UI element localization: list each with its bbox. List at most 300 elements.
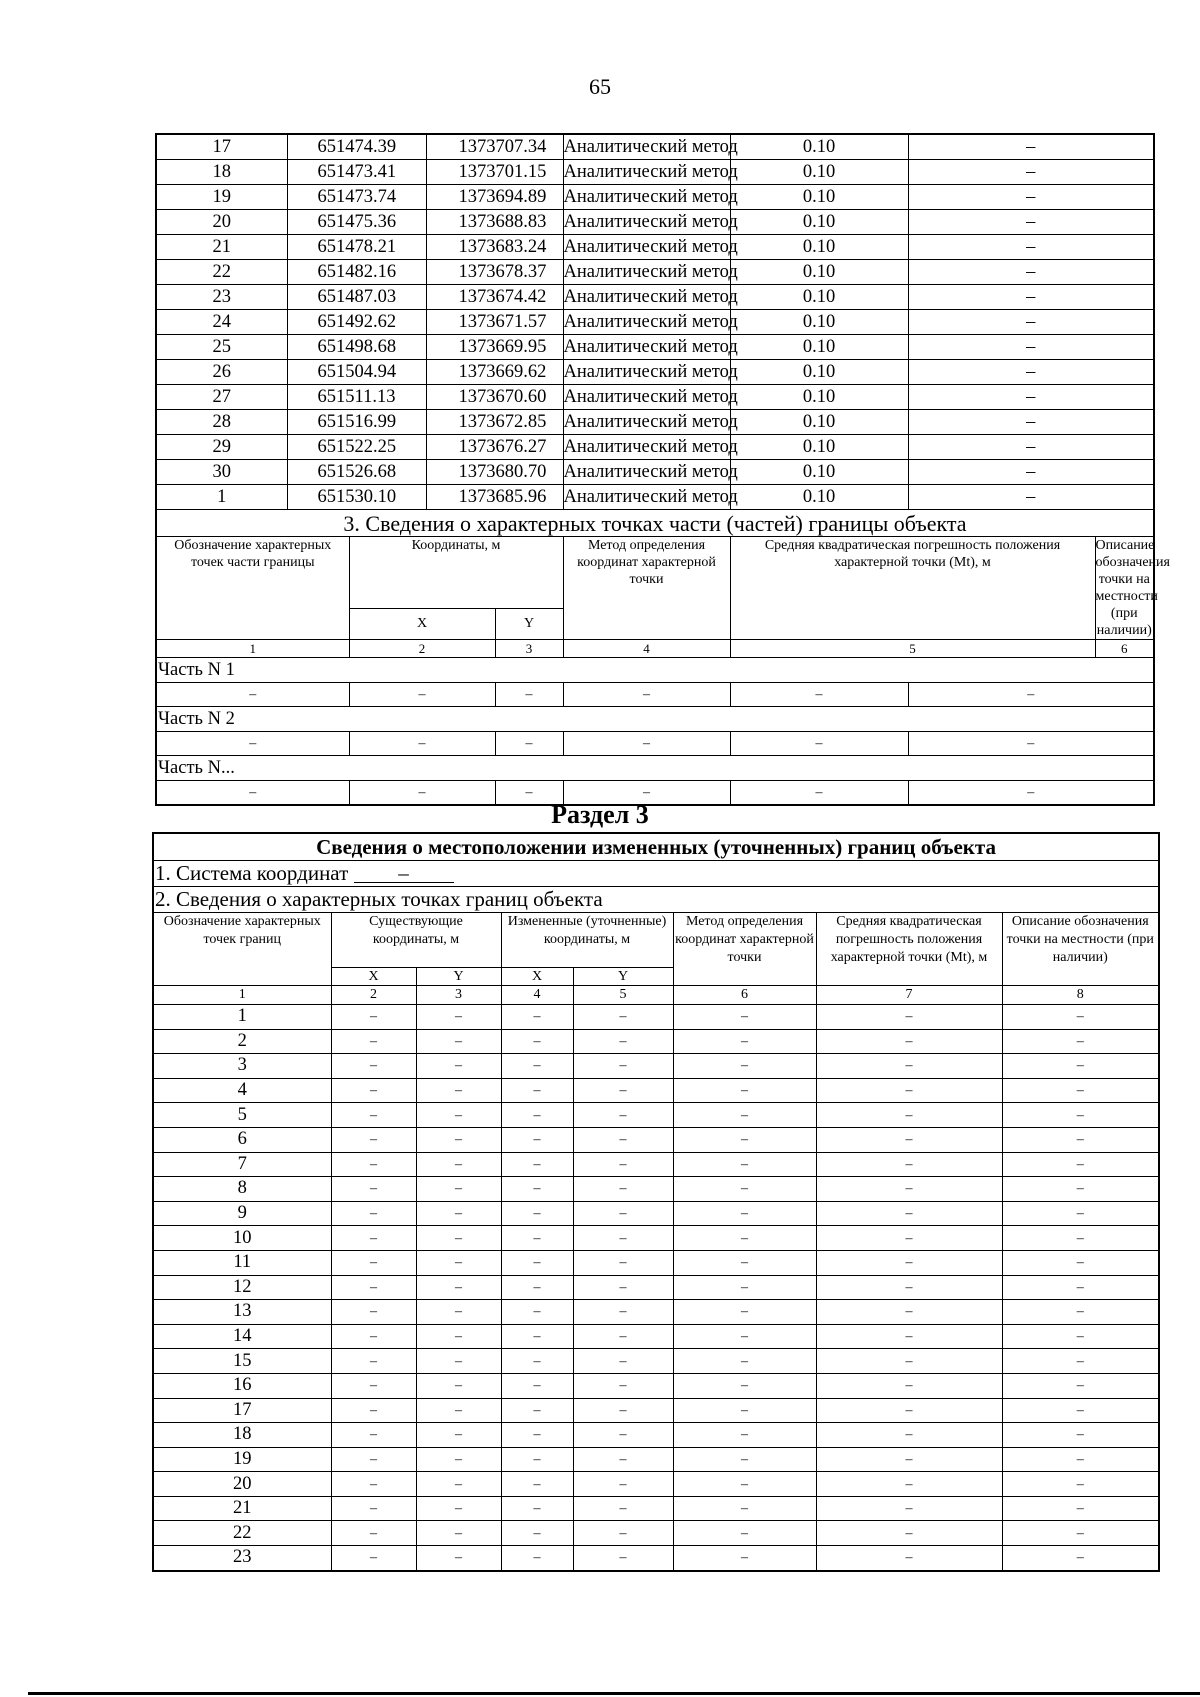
table-row bbox=[153, 1423, 1159, 1448]
empty-cell: – bbox=[501, 1029, 573, 1054]
empty-cell: – bbox=[416, 1324, 501, 1349]
table-row bbox=[153, 1250, 1159, 1275]
column-number: 4 bbox=[501, 986, 573, 1005]
empty-cell: – bbox=[573, 1300, 673, 1325]
empty-cell: – bbox=[501, 1127, 573, 1152]
accuracy: 0.10 bbox=[730, 310, 908, 335]
coord-x: 651504.94 bbox=[287, 360, 426, 385]
table-row bbox=[153, 1054, 1159, 1079]
empty-cell: – bbox=[416, 1423, 501, 1448]
empty-cell: – bbox=[331, 1152, 416, 1177]
column-number: 6 bbox=[1095, 640, 1154, 658]
coord-x: 651492.62 bbox=[287, 310, 426, 335]
point-number: 1 bbox=[156, 485, 287, 510]
point-number: 3 bbox=[153, 1054, 331, 1079]
table-row bbox=[153, 1103, 1159, 1128]
table-row bbox=[156, 460, 1154, 485]
method: Аналитический метод bbox=[563, 160, 730, 185]
empty-cell: – bbox=[501, 1324, 573, 1349]
method: Аналитический метод bbox=[563, 435, 730, 460]
empty-cell: – bbox=[816, 1496, 1002, 1521]
empty-cell: – bbox=[673, 1496, 816, 1521]
point-number: 15 bbox=[153, 1349, 331, 1374]
table-row bbox=[153, 1373, 1159, 1398]
empty-cell: – bbox=[673, 1250, 816, 1275]
coord-x: 651498.68 bbox=[287, 335, 426, 360]
coord-x: 651473.41 bbox=[287, 160, 426, 185]
empty-cell: – bbox=[573, 1177, 673, 1202]
point-number: 8 bbox=[153, 1177, 331, 1202]
empty-cell: – bbox=[416, 1127, 501, 1152]
method: Аналитический метод bbox=[563, 360, 730, 385]
empty-cell: – bbox=[730, 781, 908, 806]
table-row bbox=[156, 410, 1154, 435]
empty-cell: – bbox=[495, 732, 563, 756]
coord-y: 1373674.42 bbox=[426, 285, 563, 310]
empty-cell: – bbox=[573, 1226, 673, 1251]
empty-cell: – bbox=[501, 1398, 573, 1423]
empty-cell: – bbox=[501, 1152, 573, 1177]
coord-system-value: – bbox=[354, 864, 454, 883]
empty-cell: – bbox=[673, 1423, 816, 1448]
empty-cell: – bbox=[349, 781, 495, 806]
table-title: Сведения о местоположении измененных (уточненных) границ объекта bbox=[153, 833, 1159, 861]
empty-cell: – bbox=[573, 1005, 673, 1030]
part-label: Часть N 2 bbox=[156, 707, 1154, 732]
point-number: 21 bbox=[156, 235, 287, 260]
empty-cell: – bbox=[331, 1078, 416, 1103]
coord-y: 1373688.83 bbox=[426, 210, 563, 235]
part-label: Часть N 1 bbox=[156, 658, 1154, 683]
page-number: 65 bbox=[589, 74, 611, 99]
column-number: 6 bbox=[673, 986, 816, 1005]
empty-cell: – bbox=[331, 1521, 416, 1546]
header-x: X bbox=[501, 968, 573, 986]
empty-cell: – bbox=[156, 683, 349, 707]
table-row bbox=[153, 1078, 1159, 1103]
table-row bbox=[156, 210, 1154, 235]
point-number: 17 bbox=[153, 1398, 331, 1423]
empty-cell: – bbox=[673, 1054, 816, 1079]
point-number: 23 bbox=[153, 1546, 331, 1571]
point-number: 19 bbox=[156, 185, 287, 210]
empty-cell: – bbox=[331, 1005, 416, 1030]
empty-cell: – bbox=[730, 732, 908, 756]
description: – bbox=[908, 310, 1154, 335]
table-row bbox=[153, 1152, 1159, 1177]
coord-y: 1373669.62 bbox=[426, 360, 563, 385]
empty-cell: – bbox=[573, 1496, 673, 1521]
empty-cell: – bbox=[1002, 1275, 1159, 1300]
empty-cell: – bbox=[673, 1324, 816, 1349]
empty-cell: – bbox=[501, 1201, 573, 1226]
empty-cell: – bbox=[501, 1054, 573, 1079]
empty-cell: – bbox=[573, 1447, 673, 1472]
empty-cell: – bbox=[1002, 1546, 1159, 1571]
description: – bbox=[908, 435, 1154, 460]
empty-cell: – bbox=[349, 732, 495, 756]
empty-cell: – bbox=[816, 1300, 1002, 1325]
table-row bbox=[153, 1177, 1159, 1202]
empty-cell: – bbox=[1002, 1398, 1159, 1423]
point-number: 17 bbox=[156, 134, 287, 160]
empty-cell: – bbox=[673, 1177, 816, 1202]
coord-x: 651522.25 bbox=[287, 435, 426, 460]
empty-cell: – bbox=[673, 1103, 816, 1128]
point-number: 22 bbox=[156, 260, 287, 285]
accuracy: 0.10 bbox=[730, 235, 908, 260]
empty-cell: – bbox=[673, 1005, 816, 1030]
empty-cell: – bbox=[1002, 1054, 1159, 1079]
column-number: 7 bbox=[816, 986, 1002, 1005]
empty-cell: – bbox=[673, 1152, 816, 1177]
table-row bbox=[153, 1226, 1159, 1251]
empty-cell: – bbox=[331, 1029, 416, 1054]
table-row bbox=[153, 1201, 1159, 1226]
table-row bbox=[153, 1447, 1159, 1472]
column-number: 5 bbox=[573, 986, 673, 1005]
accuracy: 0.10 bbox=[730, 260, 908, 285]
empty-cell: – bbox=[816, 1423, 1002, 1448]
empty-cell: – bbox=[573, 1103, 673, 1128]
empty-cell: – bbox=[1002, 1300, 1159, 1325]
empty-cell: – bbox=[1002, 1447, 1159, 1472]
accuracy: 0.10 bbox=[730, 335, 908, 360]
empty-cell: – bbox=[563, 781, 730, 806]
accuracy: 0.10 bbox=[730, 285, 908, 310]
empty-cell: – bbox=[816, 1349, 1002, 1374]
empty-cell: – bbox=[331, 1054, 416, 1079]
coord-system bbox=[153, 861, 1159, 887]
empty-cell: – bbox=[908, 732, 1154, 756]
empty-cell: – bbox=[816, 1447, 1002, 1472]
description: – bbox=[908, 385, 1154, 410]
empty-cell: – bbox=[416, 1546, 501, 1571]
coord-y: 1373669.95 bbox=[426, 335, 563, 360]
accuracy: 0.10 bbox=[730, 435, 908, 460]
method: Аналитический метод bbox=[563, 235, 730, 260]
accuracy: 0.10 bbox=[730, 210, 908, 235]
point-number: 22 bbox=[153, 1521, 331, 1546]
points-title-row bbox=[153, 887, 1159, 913]
empty-cell: – bbox=[331, 1300, 416, 1325]
empty-cell: – bbox=[673, 1546, 816, 1571]
column-number: 1 bbox=[153, 986, 331, 1005]
point-number: 23 bbox=[156, 285, 287, 310]
empty-cell: – bbox=[673, 1521, 816, 1546]
empty-cell: – bbox=[573, 1373, 673, 1398]
empty-cell: – bbox=[331, 1398, 416, 1423]
coord-y: 1373680.70 bbox=[426, 460, 563, 485]
empty-cell: – bbox=[1002, 1423, 1159, 1448]
coord-system-label: 1. Система координат bbox=[155, 861, 349, 885]
empty-cell: – bbox=[1002, 1496, 1159, 1521]
empty-cell: – bbox=[416, 1521, 501, 1546]
point-number: 11 bbox=[153, 1250, 331, 1275]
empty-cell: – bbox=[573, 1201, 673, 1226]
header-description: Описание обозначения точки на местности (при наличии) bbox=[1002, 913, 1159, 986]
empty-cell: – bbox=[573, 1029, 673, 1054]
column-number: 2 bbox=[349, 640, 495, 658]
point-number: 26 bbox=[156, 360, 287, 385]
empty-cell: – bbox=[416, 1250, 501, 1275]
empty-cell: – bbox=[416, 1349, 501, 1374]
empty-cell: – bbox=[156, 732, 349, 756]
empty-cell: – bbox=[673, 1300, 816, 1325]
empty-cell: – bbox=[816, 1275, 1002, 1300]
description: – bbox=[908, 134, 1154, 160]
empty-cell: – bbox=[501, 1250, 573, 1275]
empty-cell: – bbox=[331, 1250, 416, 1275]
empty-cell: – bbox=[816, 1226, 1002, 1251]
accuracy: 0.10 bbox=[730, 134, 908, 160]
table-row bbox=[153, 1546, 1159, 1571]
empty-cell: – bbox=[501, 1103, 573, 1128]
coord-y: 1373678.37 bbox=[426, 260, 563, 285]
empty-cell: – bbox=[816, 1054, 1002, 1079]
empty-cell: – bbox=[331, 1349, 416, 1374]
empty-cell: – bbox=[349, 683, 495, 707]
header-changed: Измененные (уточненные) координаты, м bbox=[501, 913, 673, 968]
empty-cell: – bbox=[416, 1447, 501, 1472]
empty-cell: – bbox=[501, 1349, 573, 1374]
header-accuracy: Средняя квадратическая погрешность положения характерной точки (Mt), м bbox=[816, 913, 1002, 986]
empty-cell: – bbox=[673, 1447, 816, 1472]
empty-cell: – bbox=[573, 1398, 673, 1423]
point-number: 27 bbox=[156, 385, 287, 410]
empty-cell: – bbox=[331, 1546, 416, 1571]
empty-cell: – bbox=[1002, 1373, 1159, 1398]
empty-cell: – bbox=[1002, 1127, 1159, 1152]
empty-cell: – bbox=[1002, 1521, 1159, 1546]
empty-cell: – bbox=[416, 1300, 501, 1325]
column-numbers-row bbox=[156, 640, 1154, 658]
empty-cell: – bbox=[331, 1423, 416, 1448]
empty-cell: – bbox=[1002, 1201, 1159, 1226]
header-method: Метод определения координат характерной точки bbox=[673, 913, 816, 986]
part-label-row bbox=[156, 658, 1154, 683]
table-row bbox=[153, 1275, 1159, 1300]
empty-cell: – bbox=[573, 1324, 673, 1349]
empty-cell: – bbox=[416, 1029, 501, 1054]
empty-cell: – bbox=[416, 1373, 501, 1398]
empty-cell: – bbox=[673, 1275, 816, 1300]
table-row bbox=[156, 285, 1154, 310]
method: Аналитический метод bbox=[563, 310, 730, 335]
header-existing: Существующие координаты, м bbox=[331, 913, 501, 968]
empty-cell: – bbox=[501, 1546, 573, 1571]
coord-y: 1373707.34 bbox=[426, 134, 563, 160]
header-coords: Координаты, м bbox=[349, 537, 563, 609]
empty-cell: – bbox=[816, 1005, 1002, 1030]
empty-cell: – bbox=[501, 1226, 573, 1251]
column-number: 3 bbox=[416, 986, 501, 1005]
method: Аналитический метод bbox=[563, 260, 730, 285]
empty-cell: – bbox=[331, 1275, 416, 1300]
point-number: 20 bbox=[156, 210, 287, 235]
section3-title-row bbox=[156, 510, 1154, 537]
point-number: 21 bbox=[153, 1496, 331, 1521]
table-row bbox=[156, 160, 1154, 185]
header-x: X bbox=[349, 608, 495, 639]
part-label-row bbox=[156, 707, 1154, 732]
empty-cell: – bbox=[816, 1152, 1002, 1177]
empty-cell: – bbox=[573, 1546, 673, 1571]
description: – bbox=[908, 485, 1154, 510]
table-row bbox=[153, 1029, 1159, 1054]
method: Аналитический метод bbox=[563, 485, 730, 510]
empty-cell: – bbox=[573, 1349, 673, 1374]
points-title: 2. Сведения о характерных точках границ объекта bbox=[153, 887, 1159, 913]
empty-cell: – bbox=[416, 1078, 501, 1103]
empty-cell: – bbox=[573, 1152, 673, 1177]
empty-cell: – bbox=[673, 1127, 816, 1152]
coord-y: 1373671.57 bbox=[426, 310, 563, 335]
boundary-points-table bbox=[155, 133, 1170, 806]
bottom-rule bbox=[28, 1692, 1200, 1695]
empty-cell: – bbox=[416, 1496, 501, 1521]
accuracy: 0.10 bbox=[730, 410, 908, 435]
empty-cell: – bbox=[673, 1078, 816, 1103]
accuracy: 0.10 bbox=[730, 360, 908, 385]
column-number: 2 bbox=[331, 986, 416, 1005]
empty-cell: – bbox=[816, 1029, 1002, 1054]
coord-x: 651474.39 bbox=[287, 134, 426, 160]
empty-cell: – bbox=[331, 1177, 416, 1202]
part-label: Часть N... bbox=[156, 756, 1154, 781]
header-y: Y bbox=[573, 968, 673, 986]
description: – bbox=[908, 160, 1154, 185]
point-number: 28 bbox=[156, 410, 287, 435]
header-designation: Обозначение характерных точек части границы bbox=[156, 537, 349, 640]
table-row bbox=[156, 335, 1154, 360]
table-row bbox=[156, 385, 1154, 410]
coord-x: 651530.10 bbox=[287, 485, 426, 510]
point-number: 2 bbox=[153, 1029, 331, 1054]
empty-cell: – bbox=[816, 1127, 1002, 1152]
empty-cell: – bbox=[816, 1324, 1002, 1349]
empty-cell: – bbox=[501, 1300, 573, 1325]
empty-cell: – bbox=[816, 1103, 1002, 1128]
empty-cell: – bbox=[501, 1447, 573, 1472]
coord-system-row bbox=[153, 861, 1159, 887]
empty-cell: – bbox=[573, 1275, 673, 1300]
empty-cell: – bbox=[416, 1275, 501, 1300]
column-number: 3 bbox=[495, 640, 563, 658]
empty-cell: – bbox=[673, 1398, 816, 1423]
empty-cell: – bbox=[673, 1472, 816, 1497]
table-row bbox=[153, 1472, 1159, 1497]
coord-x: 651473.74 bbox=[287, 185, 426, 210]
empty-cell: – bbox=[501, 1078, 573, 1103]
point-number: 30 bbox=[156, 460, 287, 485]
accuracy: 0.10 bbox=[730, 160, 908, 185]
empty-cell: – bbox=[1002, 1005, 1159, 1030]
empty-cell: – bbox=[816, 1398, 1002, 1423]
header-x: X bbox=[331, 968, 416, 986]
header-method: Метод определения координат характерной точки bbox=[563, 537, 730, 640]
table-title-row bbox=[153, 833, 1159, 861]
coord-x: 651482.16 bbox=[287, 260, 426, 285]
empty-cell: – bbox=[416, 1103, 501, 1128]
header-y: Y bbox=[495, 608, 563, 639]
method: Аналитический метод bbox=[563, 335, 730, 360]
header-accuracy: Средняя квадратическая погрешность положения характерной точки (Mt), м bbox=[730, 537, 1095, 640]
empty-cell: – bbox=[816, 1373, 1002, 1398]
column-numbers-row bbox=[153, 986, 1159, 1005]
empty-cell: – bbox=[673, 1349, 816, 1374]
point-number: 14 bbox=[153, 1324, 331, 1349]
part-label-row bbox=[156, 756, 1154, 781]
empty-cell: – bbox=[673, 1201, 816, 1226]
point-number: 12 bbox=[153, 1275, 331, 1300]
empty-cell: – bbox=[1002, 1349, 1159, 1374]
accuracy: 0.10 bbox=[730, 460, 908, 485]
coord-y: 1373694.89 bbox=[426, 185, 563, 210]
empty-cell: – bbox=[908, 781, 1154, 806]
empty-cell: – bbox=[331, 1201, 416, 1226]
point-number: 1 bbox=[153, 1005, 331, 1030]
empty-cell: – bbox=[331, 1103, 416, 1128]
part-data-row bbox=[156, 683, 1154, 707]
table-row bbox=[153, 1324, 1159, 1349]
table-row bbox=[156, 435, 1154, 460]
table-row bbox=[153, 1496, 1159, 1521]
empty-cell: – bbox=[416, 1054, 501, 1079]
empty-cell: – bbox=[331, 1496, 416, 1521]
empty-cell: – bbox=[495, 781, 563, 806]
column-number: 4 bbox=[563, 640, 730, 658]
empty-cell: – bbox=[816, 1472, 1002, 1497]
empty-cell: – bbox=[730, 683, 908, 707]
coord-x: 651487.03 bbox=[287, 285, 426, 310]
empty-cell: – bbox=[573, 1054, 673, 1079]
method: Аналитический метод bbox=[563, 185, 730, 210]
table-row bbox=[153, 1127, 1159, 1152]
method: Аналитический метод bbox=[563, 385, 730, 410]
empty-cell: – bbox=[1002, 1029, 1159, 1054]
table-row bbox=[156, 235, 1154, 260]
empty-cell: – bbox=[1002, 1250, 1159, 1275]
coord-x: 651516.99 bbox=[287, 410, 426, 435]
column-number: 5 bbox=[730, 640, 1095, 658]
accuracy: 0.10 bbox=[730, 185, 908, 210]
header-row bbox=[153, 913, 1159, 968]
column-number: 8 bbox=[1002, 986, 1159, 1005]
method: Аналитический метод bbox=[563, 134, 730, 160]
point-number: 5 bbox=[153, 1103, 331, 1128]
point-number: 16 bbox=[153, 1373, 331, 1398]
changed-boundaries-table bbox=[152, 832, 1160, 1572]
empty-cell: – bbox=[501, 1521, 573, 1546]
empty-cell: – bbox=[673, 1029, 816, 1054]
empty-cell: – bbox=[1002, 1226, 1159, 1251]
coord-y: 1373672.85 bbox=[426, 410, 563, 435]
method: Аналитический метод bbox=[563, 410, 730, 435]
coord-y: 1373676.27 bbox=[426, 435, 563, 460]
method: Аналитический метод bbox=[563, 210, 730, 235]
description: – bbox=[908, 235, 1154, 260]
description: – bbox=[908, 210, 1154, 235]
empty-cell: – bbox=[563, 732, 730, 756]
header-designation: Обозначение характерных точек границ bbox=[153, 913, 331, 986]
empty-cell: – bbox=[673, 1373, 816, 1398]
empty-cell: – bbox=[416, 1152, 501, 1177]
point-number: 7 bbox=[153, 1152, 331, 1177]
empty-cell: – bbox=[331, 1226, 416, 1251]
table-row bbox=[153, 1521, 1159, 1546]
coord-x: 651511.13 bbox=[287, 385, 426, 410]
